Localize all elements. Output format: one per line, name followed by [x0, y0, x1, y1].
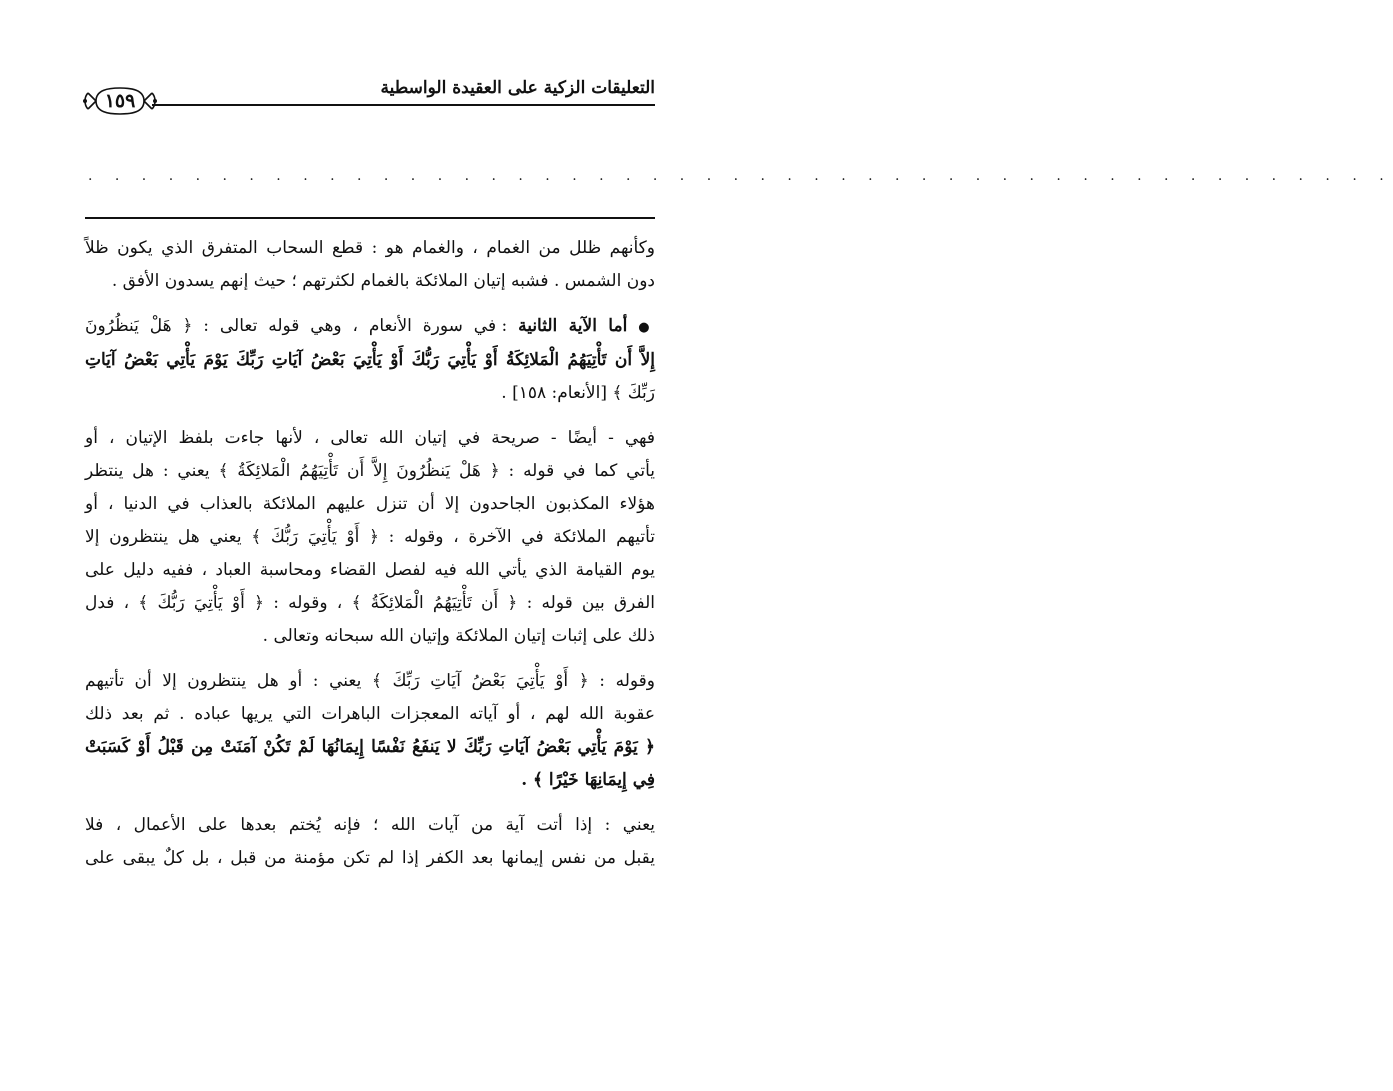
- section-divider: [85, 217, 655, 219]
- paragraph-3: [85, 422, 655, 653]
- bullet-icon: ●: [638, 320, 655, 335]
- quran-line: ﴿ يَوْمَ يَأْتِي بَعْضُ آيَاتِ رَبِّكَ لا يَنفَعُ نَفْسًا إِيمَانُهَا لَمْ تَكُنْ آمَنَتْ مِن قَبْلُ أَوْ كَسَبَتْ: [85, 737, 655, 757]
- footnote-dots: . . . . . . . . . . . . . . . . . . . . . . . . . . . . . . . . . . . . . . . . . . . . . . . . .: [88, 168, 1393, 184]
- text-line: يقبل من نفس إيمانها بعد الكفر إذا لم تكن مؤمنة من قبل ، بل كلٌ يبقى على: [85, 848, 655, 868]
- page-body: [85, 232, 655, 887]
- page-number: ١٥٩: [104, 90, 136, 112]
- text-line: [85, 310, 655, 344]
- page-header: [82, 74, 655, 114]
- text-line: دون الشمس . فشبه إتيان الملائكة بالغمام لكثرتهم ؛ حيث إنهم يسدون الأفق .: [111, 271, 655, 291]
- text-line: يأتي كما في قوله : ﴿ هَلْ يَنظُرُونَ إِلاَّ أَن تَأْتِيَهُمُ الْمَلائِكَةُ ﴾ يعني : هل ينتظر: [85, 461, 655, 481]
- paragraph-lead: أما الآية الثانية: [518, 316, 628, 336]
- text-line: الفرق بين قوله : ﴿ أَن تَأْتِيَهُمُ الْمَلائِكَةُ ﴾ ، وقوله : ﴿ أَوْ يَأْتِيَ رَبُّكَ ﴾ ، فدل: [85, 593, 655, 613]
- quran-line: إِلاَّ أَن تَأْتِيَهُمُ الْمَلائِكَةُ أَوْ يَأْتِيَ رَبُّكَ أَوْ يَأْتِيَ بَعْضُ آيَاتِ رَبِّكَ يَوْمَ يَأْتِي بَعْضُ آيَاتِ: [85, 350, 655, 370]
- paragraph-4: [85, 665, 655, 797]
- running-title: التعليقات الزكية على العقيدة الواسطية: [380, 78, 655, 98]
- text-line: ذلك على إثبات إتيان الملائكة وإتيان الله سبحانه وتعالى .: [262, 626, 655, 646]
- text-line: وقوله : ﴿ أَوْ يَأْتِيَ بَعْضُ آيَاتِ رَبِّكَ ﴾ يعني : أو هل ينتظرون إلا أن تأتيهم: [85, 671, 655, 691]
- text-line: وكأنهم ظلل من الغمام ، والغمام هو : قطع السحاب المتفرق الذي يكون ظلاً: [85, 238, 655, 258]
- text-line: رَبِّكَ ﴾ [الأنعام: ١٥٨] .: [501, 383, 655, 403]
- quran-line: فِي إِيمَانِهَا خَيْرًا ﴾ .: [521, 770, 655, 790]
- header-rule: [152, 104, 655, 106]
- text-line: تأتيهم الملائكة في الآخرة ، وقوله : ﴿ أَوْ يَأْتِيَ رَبُّكَ ﴾ يعني هل ينتظرون إلا: [85, 527, 655, 547]
- paragraph-2: [85, 310, 655, 410]
- text-line: فهي - أيضًا - صريحة في إتيان الله تعالى ، لأنها جاءت بلفظ الإتيان ، أو: [85, 428, 655, 448]
- text-line-content: : في سورة الأنعام ، وهي قوله تعالى : ﴿ هَلْ يَنظُرُونَ: [85, 316, 508, 336]
- paragraph-1: [85, 232, 655, 298]
- page-number-badge: [82, 84, 158, 118]
- text-line: هؤلاء المكذبون الجاحدون إلا أن تنزل عليهم الملائكة بالعذاب في الدنيا ، أو: [85, 494, 655, 514]
- text-line: يعني : إذا أتت آية من آيات الله ؛ فإنه يُختم بعدها على الأعمال ، فلا: [85, 815, 655, 835]
- text-line: عقوبة الله لهم ، أو آياته المعجزات الباهرات التي يريها عباده . ثم بعد ذلك: [85, 704, 655, 724]
- paragraph-5: [85, 809, 655, 875]
- text-line: يوم القيامة الذي يأتي الله فيه لفصل القضاء ومحاسبة العباد ، ففيه دليل على: [85, 560, 655, 580]
